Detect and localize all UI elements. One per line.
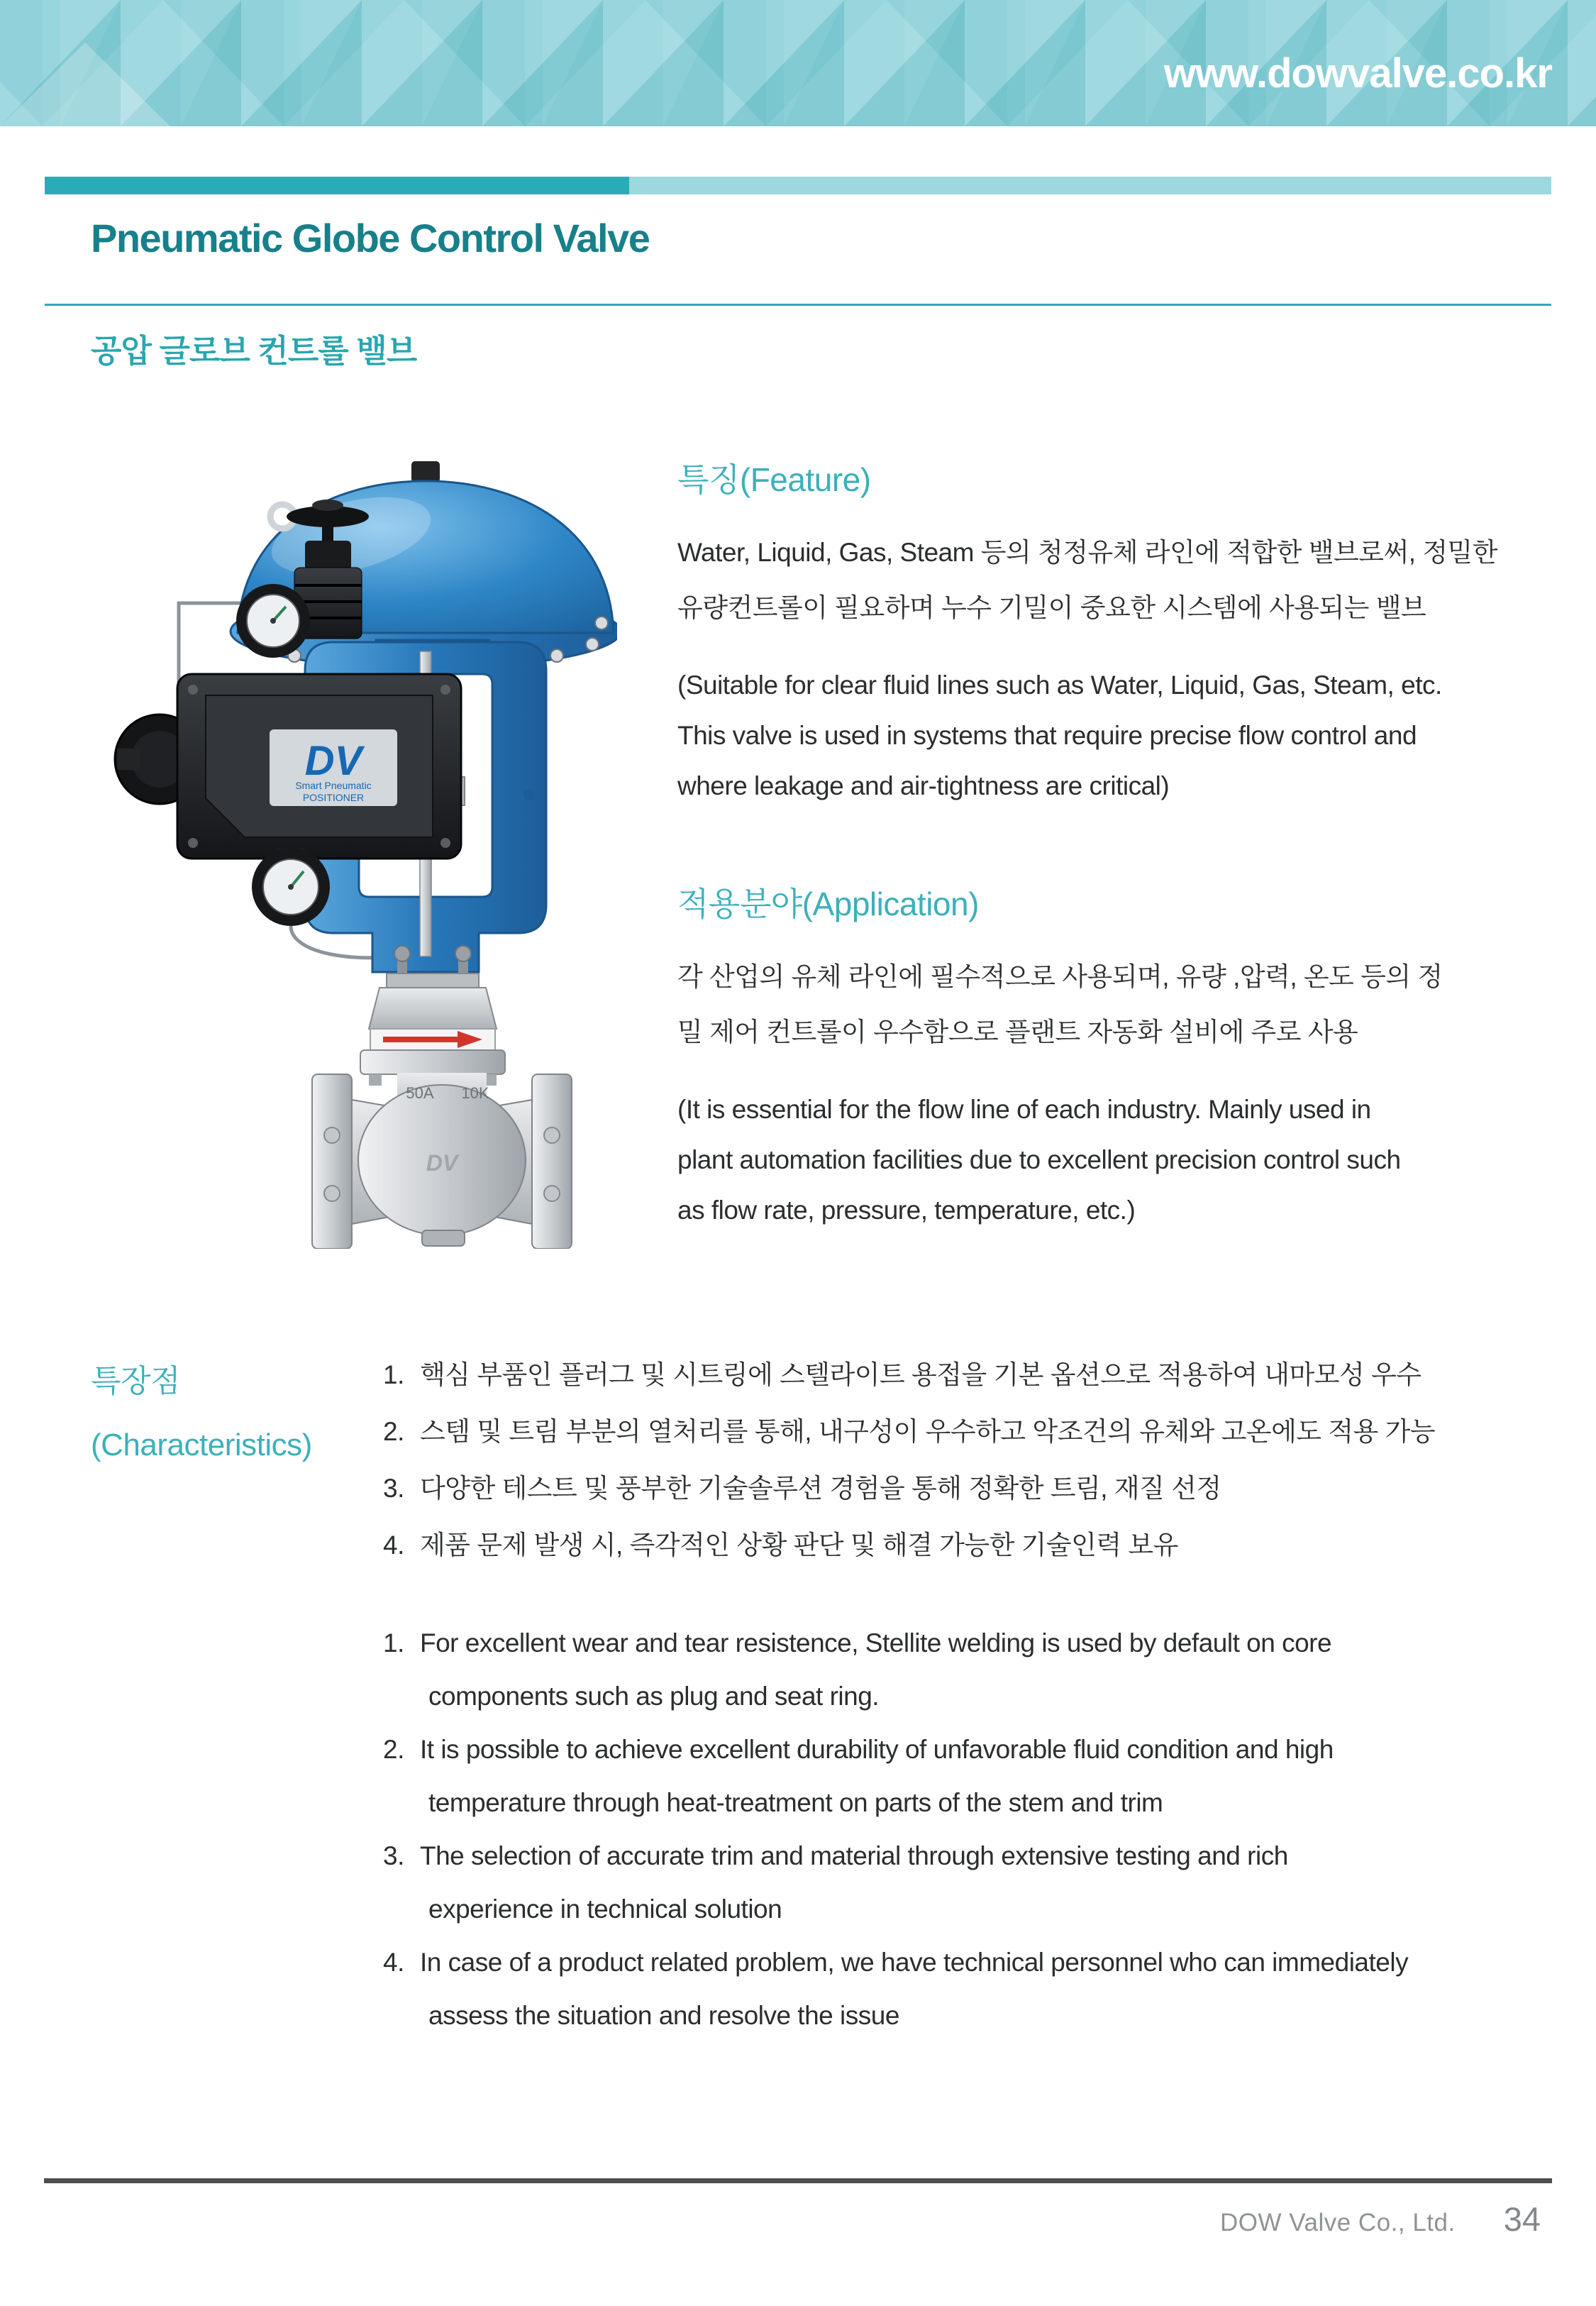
characteristics-heading-korean: 특장점 <box>91 1364 181 1399</box>
list-item-number: 2. <box>383 1735 404 1764</box>
application-heading: 적용분야(Application) <box>677 886 979 922</box>
control-valve-illustration <box>99 461 617 1249</box>
feature-korean-paragraph <box>677 525 1529 636</box>
list-item-text: It is possible to achieve excellent durability of unfavorable fluid condition and high <box>420 1735 1334 1764</box>
list-item-number: 1. <box>383 1360 404 1389</box>
list-item-number <box>383 1670 420 1723</box>
text-line: 밀 제어 컨트롤이 우수함으로 플랜트 자동화 설비에 주로 사용 <box>677 1017 1358 1047</box>
list-item-text: experience in technical solution <box>428 1894 782 1924</box>
feature-section <box>677 454 1529 811</box>
list-item-text: assess the situation and resolve the issue <box>428 2001 899 2030</box>
list-item-text: In case of a product related problem, we have technical personnel who can immediately <box>420 1948 1409 1977</box>
characteristics-heading <box>91 1350 312 1477</box>
list-item <box>383 1776 1490 1829</box>
text-line: (It is essential for the flow line of each industry. Mainly used in <box>677 1095 1371 1124</box>
positioner-logo-text: DV <box>304 738 362 784</box>
pressure-gauge-bottom <box>252 848 330 926</box>
footer <box>1220 2200 1541 2239</box>
globe-valve-body <box>312 1050 572 1249</box>
list-item-number: 4. <box>383 1948 404 1977</box>
body-rating-label: 10K <box>461 1084 489 1102</box>
list-item <box>383 1829 1490 1882</box>
text-line: Water, Liquid, Gas, Steam 등의 청정유체 라인에 적합한 밸브로써, 정밀한 <box>677 538 1498 567</box>
positioner <box>115 674 461 859</box>
list-item <box>383 1517 1490 1574</box>
list-item-text: For excellent wear and tear resistence, Stellite welding is used by default on core <box>420 1628 1332 1657</box>
application-english-paragraph <box>677 1084 1529 1235</box>
list-item-number: 3. <box>383 1841 404 1870</box>
application-korean-paragraph <box>677 949 1529 1060</box>
feature-heading: 특징(Feature) <box>677 461 871 498</box>
footer-rule <box>44 2178 1552 2183</box>
list-item-text: The selection of accurate trim and material through extensive testing and rich <box>420 1841 1288 1870</box>
list-item-text: 핵심 부품인 플러그 및 시트링에 스텔라이트 용접을 기본 옵션으로 적용하여 내마모성 우수 <box>420 1360 1422 1389</box>
list-item <box>383 1347 1490 1403</box>
text-line: 각 산업의 유체 라인에 필수적으로 사용되며, 유량 ,압력, 온도 등의 정 <box>677 962 1443 991</box>
list-item <box>383 1403 1490 1460</box>
body-size-label: 50A <box>406 1084 434 1102</box>
list-item-number <box>383 1989 420 2042</box>
list-item-number: 2. <box>383 1417 404 1446</box>
text-line: 유량컨트롤이 필요하며 누수 기밀이 중요한 시스템에 사용되는 밸브 <box>677 593 1426 622</box>
right-flange <box>532 1074 572 1249</box>
list-item-text: temperature through heat-treatment on parts of the stem and trim <box>428 1788 1163 1817</box>
positioner-sub-text-1: Smart Pneumatic <box>295 780 372 791</box>
pressure-gauge-top <box>236 584 310 658</box>
list-item <box>383 1460 1490 1517</box>
footer-company-name: DOW Valve Co., Ltd. <box>1219 2209 1456 2236</box>
text-line: plant automation facilities due to excellent precision control such <box>677 1145 1401 1174</box>
characteristics-list-english <box>383 1616 1490 2042</box>
body-logo-text: DV <box>426 1150 458 1176</box>
list-item-text: 제품 문제 발생 시, 즉각적인 상황 판단 및 해결 가능한 기술인력 보유 <box>420 1530 1178 1560</box>
application-section <box>677 878 1529 1235</box>
text-line: (Suitable for clear fluid lines such as Water, Liquid, Gas, Steam, etc. <box>677 671 1442 700</box>
list-item-text: 다양한 테스트 및 풍부한 기술솔루션 경험을 통해 정확한 트림, 재질 선정 <box>420 1474 1221 1503</box>
feature-english-paragraph <box>677 660 1529 811</box>
left-flange <box>312 1074 352 1249</box>
list-item-number <box>383 1776 420 1829</box>
positioner-sub-text-2: POSITIONER <box>302 792 365 803</box>
list-item-number: 4. <box>383 1530 404 1560</box>
characteristics-heading-english: (Characteristics) <box>91 1428 312 1462</box>
list-item-number <box>383 1882 420 1936</box>
list-item <box>383 1989 1490 2042</box>
text-line: This valve is used in systems that require precise flow control and <box>677 721 1417 750</box>
list-item <box>383 1882 1490 1936</box>
divider-bar <box>45 177 1551 194</box>
characteristics-list-korean <box>383 1347 1490 1574</box>
list-item <box>383 1670 1490 1723</box>
list-item <box>383 1936 1490 1989</box>
footer-page-number: 34 <box>1503 2200 1541 2238</box>
list-item-text: components such as plug and seat ring. <box>428 1682 880 1711</box>
page-subtitle-korean: 공압 글로브 컨트롤 밸브 <box>91 333 417 369</box>
page-title: Pneumatic Globe Control Valve <box>91 216 650 260</box>
list-item-text: 스템 및 트림 부분의 열처리를 통해, 내구성이 우수하고 악조건의 유체와 고온에도 적용 가능 <box>420 1417 1436 1446</box>
list-item <box>383 1723 1490 1776</box>
list-item-number: 1. <box>383 1628 404 1657</box>
list-item <box>383 1616 1490 1670</box>
site-url-link[interactable]: www.dowvalve.co.kr <box>1163 50 1552 96</box>
valve-product-image <box>99 461 617 1249</box>
text-line: where leakage and air-tightness are critical) <box>677 771 1170 800</box>
title-rule <box>45 304 1551 306</box>
list-item-number: 3. <box>383 1474 404 1503</box>
text-line: as flow rate, pressure, temperature, etc.) <box>677 1196 1136 1225</box>
